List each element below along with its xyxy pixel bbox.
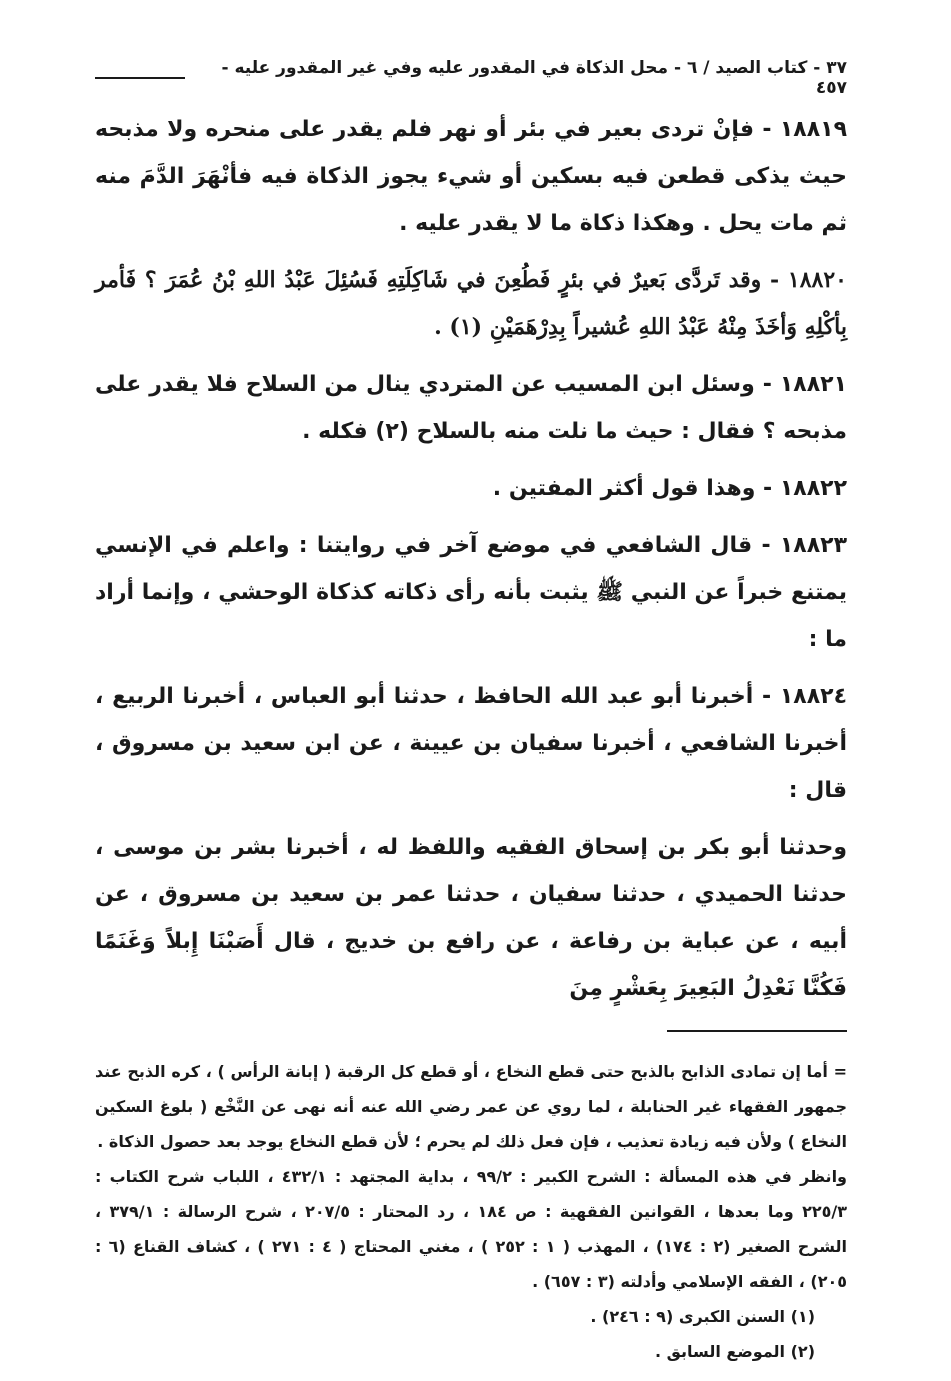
footnote-separator	[667, 1030, 847, 1032]
paragraph-18824: ١٨٨٢٤ - أخبرنا أبو عبد الله الحافظ ، حدثنا أبو العباس ، أخبرنا الربيع ، أخبرنا الشافعي ، أخبرنا سفيان بن عيينة ، عن ابن سعيد بن مسروق ، قال :	[95, 684, 847, 803]
paragraph-18821: ١٨٨٢١ - وسئل ابن المسيب عن المتردي ينال من السلاح فلا يقدر على مذبحه ؟ فقال : حيث ما نلت منه بالسلاح (٢) فكله .	[95, 372, 847, 444]
paragraph-isnad-continuation: وحدثنا أبو بكر بن إسحاق الفقيه واللفظ له ، أخبرنا بشر بن موسى ، حدثنا الحميدي ، حدثنا سفيان ، حدثنا عمر بن سعيد بن مسروق ، عن أبيه ، عن عباية بن رفاعة ، عن رافع بن خديج ، قال أَصَبْنَا إِبلاً وَغَنَمًا فَكُنَّا نَعْدِلُ البَعِيرَ بِعَشْرٍ مِنَ	[95, 835, 847, 1001]
footnote-continuation: = أما إن تمادى الذابح بالذبح حتى قطع النخاع ، أو قطع كل الرقبة ( إبانة الرأس ) ، كره الذبح عند جمهور الفقهاء غير الحنابلة ، لما روي عن عمر رضي الله عنه أنه نهى عن النَّخْع ( بلوغ السكين النخاع ) ولأن فيه زيادة تعذيب ، فإن فعل ذلك لم يحرم ؛ لأن قطع النخاع يوجد بعد حصول الذكاة .	[95, 1062, 847, 1151]
footnote-1: (١) السنن الكبرى (٩ : ٢٤٦) .	[590, 1307, 815, 1326]
running-title: ٣٧ - كتاب الصيد / ٦ - محل الذكاة في المقدور عليه وفي غير المقدور عليه - ٤٥٧	[221, 58, 847, 98]
paragraph-18819: ١٨٨١٩ - فإنْ تردى بعير في بئر أو نهر فلم يقدر على منحره ولا مذبحه حيث يذكى قطعن فيه بسكين أو شيء يجوز الذكاة فيه فأنْهَرَ الدَّمَ منه ثم مات يحل . وهكذا ذكاة ما لا يقدر عليه .	[95, 117, 847, 236]
paragraph-18820: ١٨٨٢٠ - وقد تَردَّى بَعيرٌ في بئرٍ فَطُعِنَ في شَاكِلَتِهِ فَسُئِلَ عَبْدُ اللهِ بْنُ عُمَرَ ؟ فَأمر بِأكْلِهِ وَأخَذَ مِنْهُ عَبْدُ اللهِ عُشيراً بِدِرْهَمَيْنِ (١) .	[95, 267, 847, 340]
book-page	[95, 60, 847, 1369]
running-header	[95, 60, 847, 96]
paragraph-18822: ١٨٨٢٢ - وهذا قول أكثر المفتين .	[492, 476, 847, 501]
footnote-2: (٢) الموضع السابق .	[654, 1342, 815, 1361]
header-rule	[95, 77, 185, 79]
paragraph-18823: ١٨٨٢٣ - قال الشافعي في موضع آخر في روايتنا : واعلم في الإنسي يمتنع خبراً عن النبي ﷺ يثبت بأنه رأى ذكاته كذكاة الوحشي ، وإنما أراد ما :	[95, 533, 847, 652]
footnote-references: وانظر في هذه المسألة : الشرح الكبير : ٩٩/٢ ، بداية المجتهد : ٤٣٢/١ ، اللباب شرح الكتاب : ٢٢٥/٣ وما بعدها ، القوانين الفقهية : ص ١٨٤ ، رد المحتار : ٢٠٧/٥ ، شرح الرسالة : ٣٧٩/١ ، الشرح الصغير (٢ : ١٧٤) ، المهذب ( ١ : ٢٥٢ ) ، مغني المحتاج ( ٤ : ٢٧١ ) ، كشاف القناع (٦ : ٢٠٥) ، الفقه الإسلامي وأدلته (٣ : ٦٥٧) .	[95, 1167, 847, 1291]
